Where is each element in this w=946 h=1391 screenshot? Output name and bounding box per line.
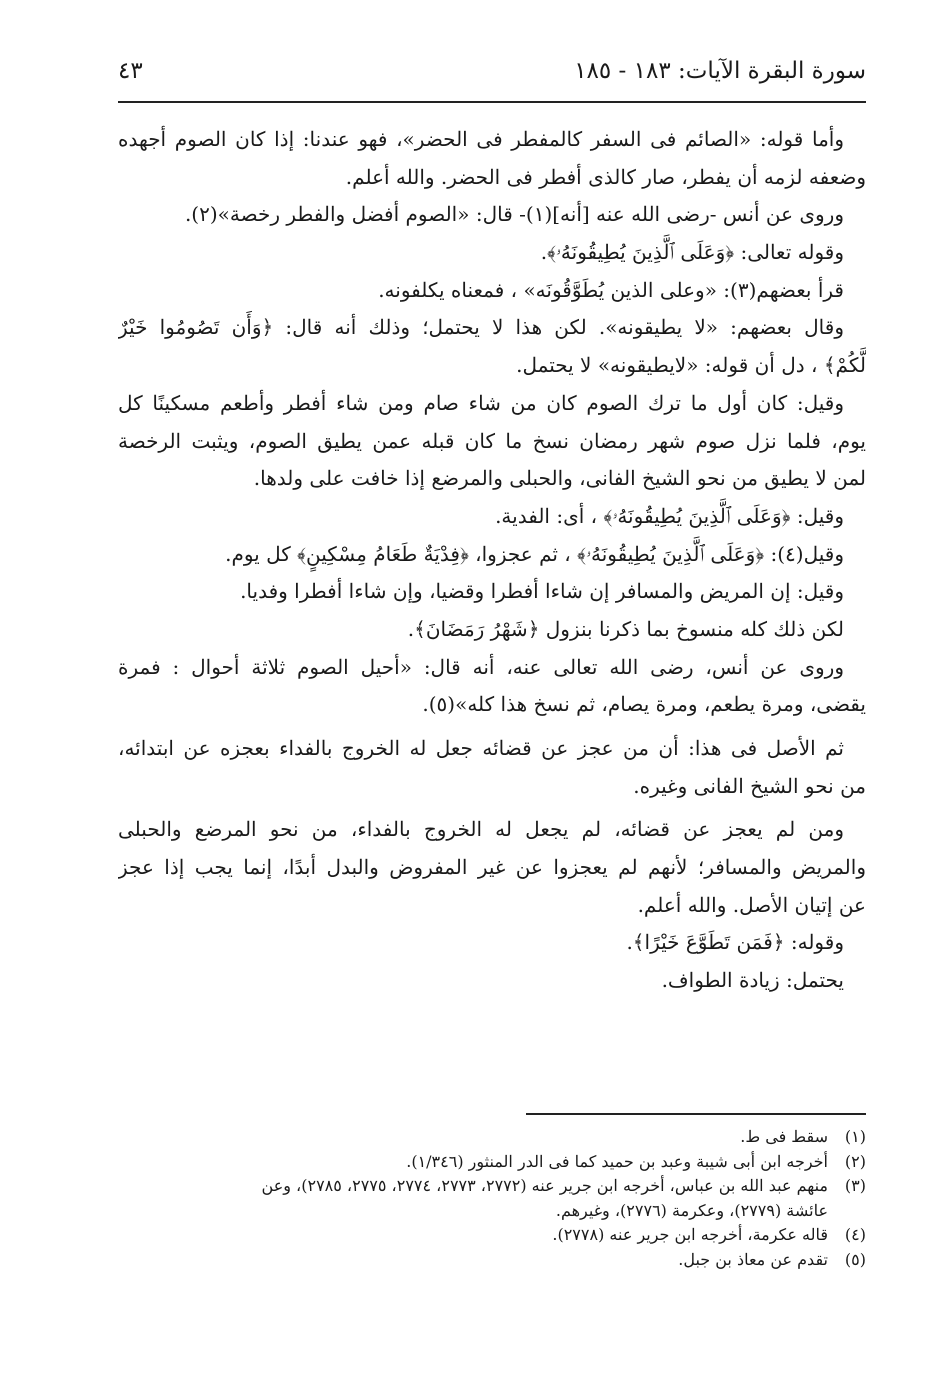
text-line: وقوله تعالى: ﴿وَعَلَى ٱلَّذِينَ يُطِيقُونَهُۥ﴾. — [540, 240, 844, 265]
text-line: وقيل(٤): ﴿وَعَلَى ٱلَّذِينَ يُطِيقُونَهُۥ﴾ ، ثم عجزوا، ﴿فِدْيَةٌ طَعَامُ مِسْكِينٍ﴾ كل يوم. — [225, 541, 844, 566]
footnote — [118, 1125, 866, 1150]
text-line: وأما قوله: «الصائم فى السفر كالمفطر فى الحضر»، فهو عندنا: إذا كان الصوم أجهده — [118, 127, 844, 151]
text-line: يوم، فلما نزل صوم شهر رمضان نسخ ما كان قبله عمن يطيق الصوم، ويثبت الرخصة — [118, 428, 866, 453]
text-line: لكن ذلك كله منسوخ بما ذكرنا بنزول ﴿شَهْرُ رَمَضَانَ﴾. — [407, 616, 844, 641]
footnote-number: (٤) — [844, 1225, 866, 1244]
header-rule — [118, 101, 866, 103]
text-line: وقيل: إن المريض والمسافر إن شاءا أفطرا وقضيا، وإن شاءا أفطرا وفديا. — [240, 579, 844, 604]
body-text — [118, 121, 866, 1000]
footnote-number: (٥) — [844, 1249, 866, 1269]
text-line: وضعفه لزمه أن يفطر، صار كالذى أفطر فى الحضر. والله أعلم. — [345, 164, 866, 189]
footnote-number: (٣) — [844, 1176, 866, 1195]
page-number: ٤٣ — [118, 58, 143, 84]
footnote — [118, 1248, 866, 1273]
text-line: وروى عن أنس -رضى الله عنه [أنه](١)- قال: «الصوم أفضل والفطر رخصة»(٢). — [184, 202, 844, 227]
text-line: وروى عن أنس، رضى الله تعالى عنه، أنه قال: «أحيل الصوم ثلاثة أحوال : فمرة — [118, 654, 844, 679]
text-line: ثم الأصل فى هذا: أن من عجز عن قضائه جعل له الخروج بالفداء بعجزه عن ابتدائه، — [118, 736, 844, 760]
footnote — [118, 1223, 866, 1248]
footnote-rule — [526, 1113, 866, 1115]
text-line: قرأ بعضهم(٣): «وعلى الذين يُطَوَّقُونَه» ، فمعناه يكلفونه. — [378, 277, 844, 302]
footnote-text: أخرجه ابن أبى شيبة وعبد بن حميد كما فى الدر المنثور (١/٣٤٦). — [406, 1151, 828, 1171]
text-line: والمريض والمسافر؛ لأنهم لم يعجزوا عن غير المفروض والبدل أبدًا، إنما يجب إذا عجز — [118, 855, 866, 880]
text-line: لمن لا يطيق من نحو الشيخ الفانى، والحبلى والمرضع إذا خافت على ولدها. — [253, 466, 866, 491]
footnotes — [118, 1125, 866, 1272]
running-title: سورة البقرة الآيات: ١٨٣ - ١٨٥ — [574, 58, 866, 84]
footnote-text: منهم عبد الله بن عباس، أخرجه ابن جرير عنه (٢٧٧٢، ٢٧٧٣، ٢٧٧٤، ٢٧٧٥، ٢٧٨٥)، وعن — [261, 1176, 828, 1195]
footnote-text: عائشة (٢٧٧٩)، وعكرمة (٢٧٧٦)، وغيرهم. — [555, 1200, 828, 1220]
text-line: يقضى، ومرة يطعم، ومرة يصام، ثم نسخ هذا كله»(٥). — [422, 692, 866, 717]
footnote-text: قاله عكرمة، أخرجه ابن جرير عنه (٢٧٧٨). — [552, 1225, 828, 1244]
footnote-text: تقدم عن معاذ بن جبل. — [678, 1249, 828, 1269]
text-line: وقيل: ﴿وَعَلَى ٱلَّذِينَ يُطِيقُونَهُۥ﴾ ، أى: الفدية. — [495, 503, 844, 528]
footnote-text: سقط فى ط. — [740, 1127, 828, 1146]
text-line: عن إتيان الأصل. والله أعلم. — [637, 892, 866, 917]
footnote — [118, 1150, 866, 1175]
page-header — [118, 54, 866, 100]
text-line: وقال بعضهم: «لا يطيقونه». لكن هذا لا يحتمل؛ وذلك أنه قال: ﴿وَأَن تَصُومُوا خَيْرٌ — [118, 315, 844, 340]
footnote-continuation — [118, 1199, 866, 1224]
text-line: لَّكُمْ﴾ ، دل أن قوله: «لايطيقونه» لا يحتمل. — [516, 353, 866, 378]
footnote — [118, 1174, 866, 1199]
text-line: وقوله: ﴿فَمَن تَطَوَّعَ خَيْرًا﴾. — [626, 930, 844, 955]
footnote-number: (٢) — [844, 1151, 866, 1171]
text-line: ومن لم يعجز عن قضائه، لم يجعل له الخروج بالفداء، من نحو المرضع والحبلى — [118, 817, 844, 842]
text-line: يحتمل: زيادة الطواف. — [661, 968, 844, 993]
footnote-number: (١) — [844, 1127, 866, 1146]
text-line: وقيل: كان أول ما ترك الصوم كان من شاء صام ومن شاء أفطر وأطعم مسكينًا كل — [118, 390, 844, 415]
text-line: من نحو الشيخ الفانى وغيره. — [633, 773, 866, 798]
